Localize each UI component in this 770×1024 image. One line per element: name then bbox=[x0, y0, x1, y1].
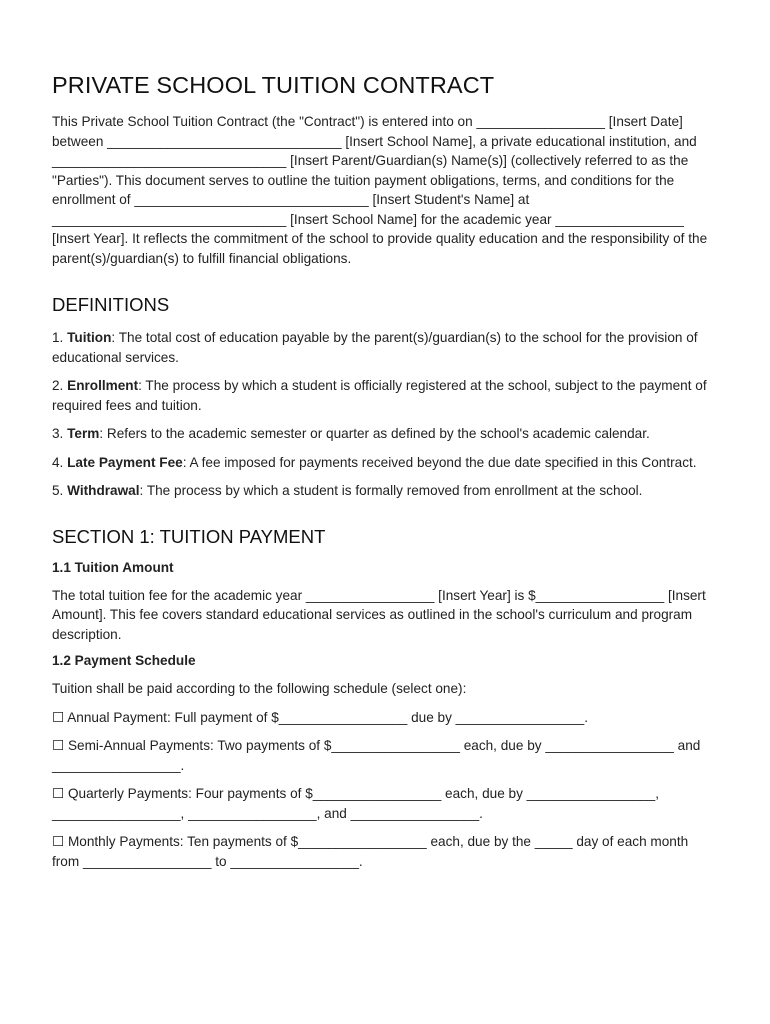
definition-item bbox=[52, 328, 718, 367]
definition-term: Tuition bbox=[67, 330, 112, 345]
intro-paragraph: This Private School Tuition Contract (the "Contract") is entered into on _________________ [Insert Date] between _______________________________ [Insert School Name], a private educational institution, and _______________________________ [Insert Parent/Guardian(s) Name(s)] (collectively referred to as the "Parties"). This document serves to outline the tuition payment obligations, terms, and conditions for the enrollment of _______________________________ [Insert Student's Name] at _______________________________ [Insert School Name] for the academic year _________________ [Insert Year]. It reflects the commitment of the school to provide quality education and the responsibility of the parent(s)/guardian(s) to fulfill financial obligations. bbox=[52, 114, 708, 266]
definition-item bbox=[52, 453, 718, 473]
payment-schedule-intro: Tuition shall be paid according to the following schedule (select one): bbox=[52, 681, 467, 696]
definition-text: : The total cost of education payable by the parent(s)/guardian(s) to the school for the provision of educational services. bbox=[52, 330, 698, 365]
payment-schedule-heading: 1.2 Payment Schedule bbox=[52, 653, 196, 668]
definition-item bbox=[52, 424, 718, 444]
payment-option-semi-annual[interactable]: ☐ Semi-Annual Payments: Two payments of $_________________ each, due by _________________ and _________________. bbox=[52, 738, 701, 773]
definitions-heading: DEFINITIONS bbox=[52, 294, 170, 315]
definition-number: 2. bbox=[52, 378, 68, 393]
definition-term: Late Payment Fee bbox=[67, 454, 183, 470]
definition-number: 4. bbox=[52, 454, 68, 470]
definition-text: : The process by which a student is officially registered at the school, subject to the payment of required fees and tuition. bbox=[52, 378, 707, 413]
definition-text: : The process by which a student is formally removed from enrollment at the school. bbox=[139, 483, 643, 498]
tuition-amount-heading: 1.1 Tuition Amount bbox=[52, 559, 174, 575]
definition-text: : A fee imposed for payments received beyond the due date specified in this Contract. bbox=[182, 454, 697, 470]
document-title: PRIVATE SCHOOL TUITION CONTRACT bbox=[52, 72, 495, 98]
definition-number: 1. bbox=[52, 330, 68, 345]
definition-term: Enrollment bbox=[67, 378, 139, 393]
tuition-amount-paragraph: The total tuition fee for the academic year _________________ [Insert Year] is $_________________ [Insert Amount]. This fee covers standard educational services as outlined in the school's curriculum and program description. bbox=[52, 587, 706, 642]
definition-text: : Refers to the academic semester or quarter as defined by the school's academic calendar. bbox=[99, 426, 650, 441]
payment-option-quarterly[interactable]: ☐ Quarterly Payments: Four payments of $_________________ each, due by _________________, _________________, _________________, and _________________. bbox=[52, 786, 659, 821]
definition-item bbox=[52, 481, 718, 501]
definition-number: 5. bbox=[52, 483, 68, 498]
payment-option-monthly[interactable]: ☐ Monthly Payments: Ten payments of $_________________ each, due by the _____ day of each month from _________________ to _________________. bbox=[52, 834, 689, 869]
payment-option-annual[interactable]: ☐ Annual Payment: Full payment of $_________________ due by _________________. bbox=[52, 709, 588, 725]
definition-term: Term bbox=[67, 426, 100, 441]
section1-heading: SECTION 1: TUITION PAYMENT bbox=[52, 525, 326, 547]
definition-term: Withdrawal bbox=[67, 483, 140, 498]
definition-number: 3. bbox=[52, 426, 68, 441]
definition-item bbox=[52, 376, 718, 415]
